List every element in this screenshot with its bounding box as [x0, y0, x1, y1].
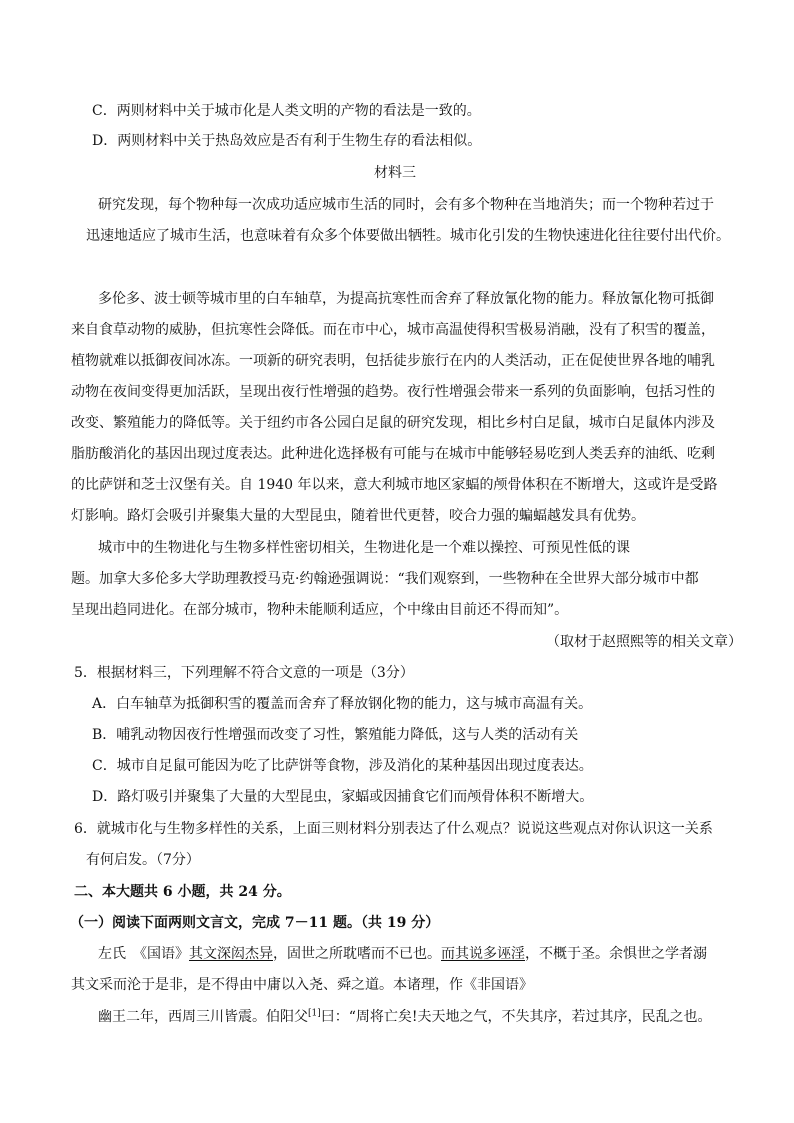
text-line: 题。加拿大多伦多大学助理教授马克·约翰逊强调说：“我们观察到，一些物种在全世界大部分城市中都: [71, 571, 699, 587]
question-stem: 5．根据材料三，下列理解不符合文意的一项是（3分）: [74, 665, 414, 681]
option-d: D．路灯吸引并聚集了大量的大型昆虫，家蝠或因捕食它们而颅骨体积不断增大。: [92, 789, 594, 805]
text-line: 其文采而沦于是非，是不得由中庸以入尧、舜之道。本诸理，作《非国语》: [71, 977, 533, 993]
text-line: 脂肪酸消化的基因出现过度表达。此种进化选择极有可能与在城市中能够轻易吃到人类丢弃的油纸、吃剩: [71, 446, 715, 462]
footnote-marker: [1]: [308, 1008, 321, 1019]
question-stem: 6．就城市化与生物多样性的关系，上面三则材料分别表达了什么观点？说说这些观点对你认识这一关系: [74, 821, 713, 837]
text-line: 城市中的生物进化与生物多样性密切相关，生物进化是一个难以操控、可预见性低的课: [98, 540, 630, 556]
text-line: 研究发现，每个物种每一次成功适应城市生活的同时，会有多个物种在当地消失；而一个物种若过于: [98, 197, 714, 213]
text-line: 灯影响。路灯会吸引并聚集大量的大型昆虫，随着世代更替，咬合力强的蝙蝠越发具有优势。: [71, 508, 645, 524]
text-line: 呈现出趋同进化。在部分城市，物种未能顺利适应，个中缘由目前还不得而知”。: [71, 602, 569, 618]
text-line: 的比萨饼和芝士汉堡有关。自 1940 年以来，意大利城市地区家蝠的颅骨体积在不断增大，这或许是受路: [71, 477, 718, 493]
question-stem-cont: 有何启发。（7分）: [86, 852, 200, 868]
text-line: 改变、繁殖能力的降低等。关于纽约市各公园白足鼠的研究发现，相比乡村白足鼠，城市白足鼠体内涉及: [71, 415, 715, 431]
text-line: 迅速地适应了城市生活，也意味着有众多个体要做出牺牲。城市化引发的生物快速进化往往要付出代价。: [86, 228, 730, 244]
text-line: 植物就难以抵御夜间冰冻。一项新的研究表明，包括徒步旅行在内的人类活动，正在促使世界各地的哺乳: [71, 353, 715, 369]
underlined-phrase: 其文深闳杰异: [189, 946, 273, 962]
text-line: 左氏 《国语》其文深闳杰异，固世之所耽嗜而不已也。而其说多诬淫，不概于圣。余惧世之学者溺: [98, 946, 707, 962]
option-a: A．白车轴草为抵御积雪的覆盖而舍弃了释放钢化物的能力，这与城市高温有关。: [92, 696, 593, 712]
option-b: B．哺乳动物因夜行性增强而改变了习性，繁殖能力降低，这与人类的活动有关: [92, 727, 579, 743]
underlined-phrase: 而其说多诬淫: [441, 946, 525, 962]
option-c: C．城市自足鼠可能因为吃了比萨饼等食物，涉及消化的某种基因出现过度表达。: [92, 758, 593, 774]
text-line: 动物在夜间变得更加活跃，呈现出夜行性增强的趋势。夜行性增强会带来一系列的负面影响，包括习性的: [71, 384, 715, 400]
text-line: 多伦多、波士顿等城市里的白车轴草，为提高抗寒性而舍弃了释放氰化物的能力。释放氰化物可抵御: [98, 291, 714, 307]
text-line: 幽王二年，西周三川皆震。伯阳父[1]曰：“周将亡矣!夫天地之气，不失其序，若过其序，民乱之也。: [98, 1008, 712, 1025]
text-line: 来自食草动物的威胁，但抗寒性会降低。而在市中心，城市高温使得积雪极易消融，没有了积雪的覆盖，: [71, 322, 715, 338]
